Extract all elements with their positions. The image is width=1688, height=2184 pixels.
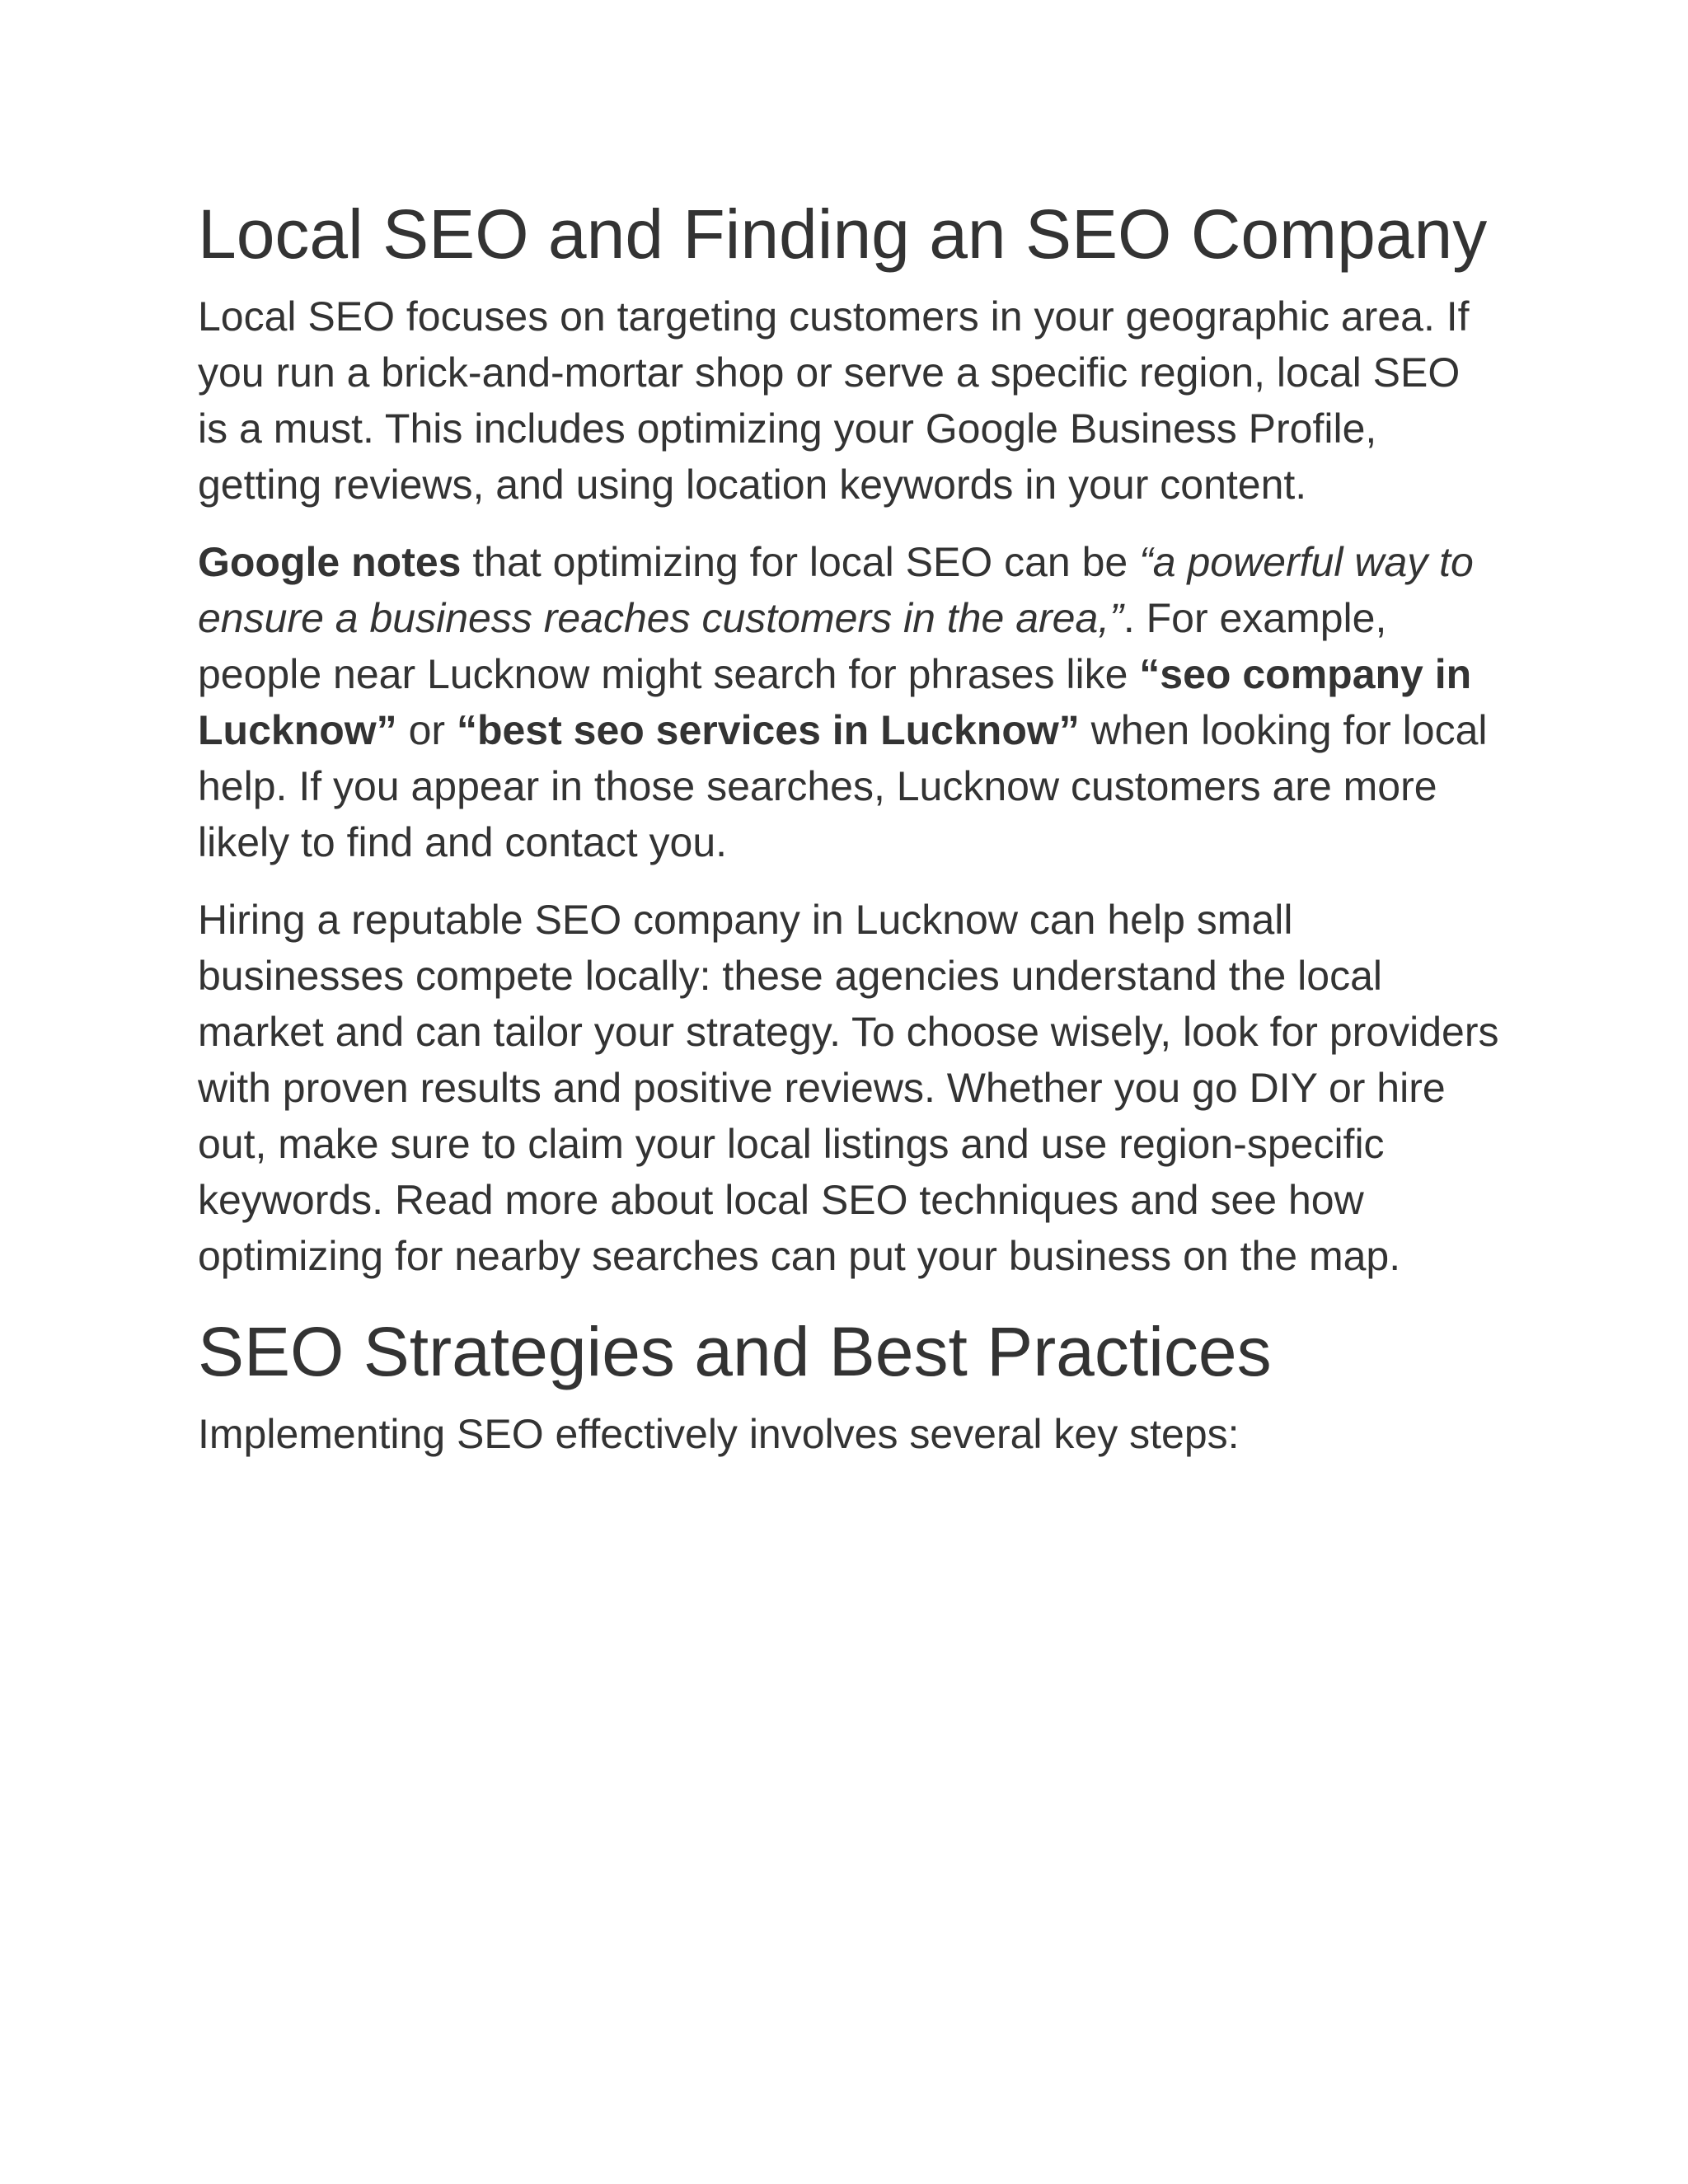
paragraph-google-notes — [198, 534, 1500, 870]
bold-search-phrase-1: “seo company in Lucknow” — [198, 651, 1472, 753]
paragraph-strategies-intro: Implementing SEO effectively involves several key steps: — [198, 1411, 1240, 1457]
paragraph-local-seo-intro: Local SEO focuses on targeting customers in your geographic area. If you run a brick-and-mortar shop or serve a specific region, local SEO is a must. This includes optimizing your Google Business Profile, getting reviews, and using location keywords in your content. — [198, 293, 1470, 508]
text-run: that optimizing for local SEO can be — [461, 539, 1140, 585]
bold-search-phrase-2: “best seo services in Lucknow” — [456, 707, 1080, 753]
italic-quote: “a powerful way to ensure a business reaches customers in the area,” — [198, 539, 1474, 641]
paragraph-hiring-seo-company: Hiring a reputable SEO company in Lucknow can help small businesses compete locally: these agencies understand the local market and can tailor your strategy. To choose wisely, look for providers with proven results and positive reviews. Whether you go DIY or hire out, make sure to claim your local listings and use region-specific keywords. Read more about local SEO techniques and see how optimizing for nearby searches can put your business on the map. — [198, 897, 1499, 1279]
text-run: . For example, people near Lucknow might search for phrases like — [198, 595, 1387, 697]
document-page — [198, 194, 1500, 1483]
section-heading-local-seo: Local SEO and Finding an SEO Company — [198, 195, 1488, 273]
bold-google-notes: Google notes — [198, 539, 462, 585]
text-run: or — [396, 707, 457, 753]
text-run: when looking for local help. If you appear in those searches, Lucknow customers are more likely to find and contact you. — [198, 707, 1488, 865]
section-heading-seo-strategies: SEO Strategies and Best Practices — [198, 1313, 1272, 1390]
